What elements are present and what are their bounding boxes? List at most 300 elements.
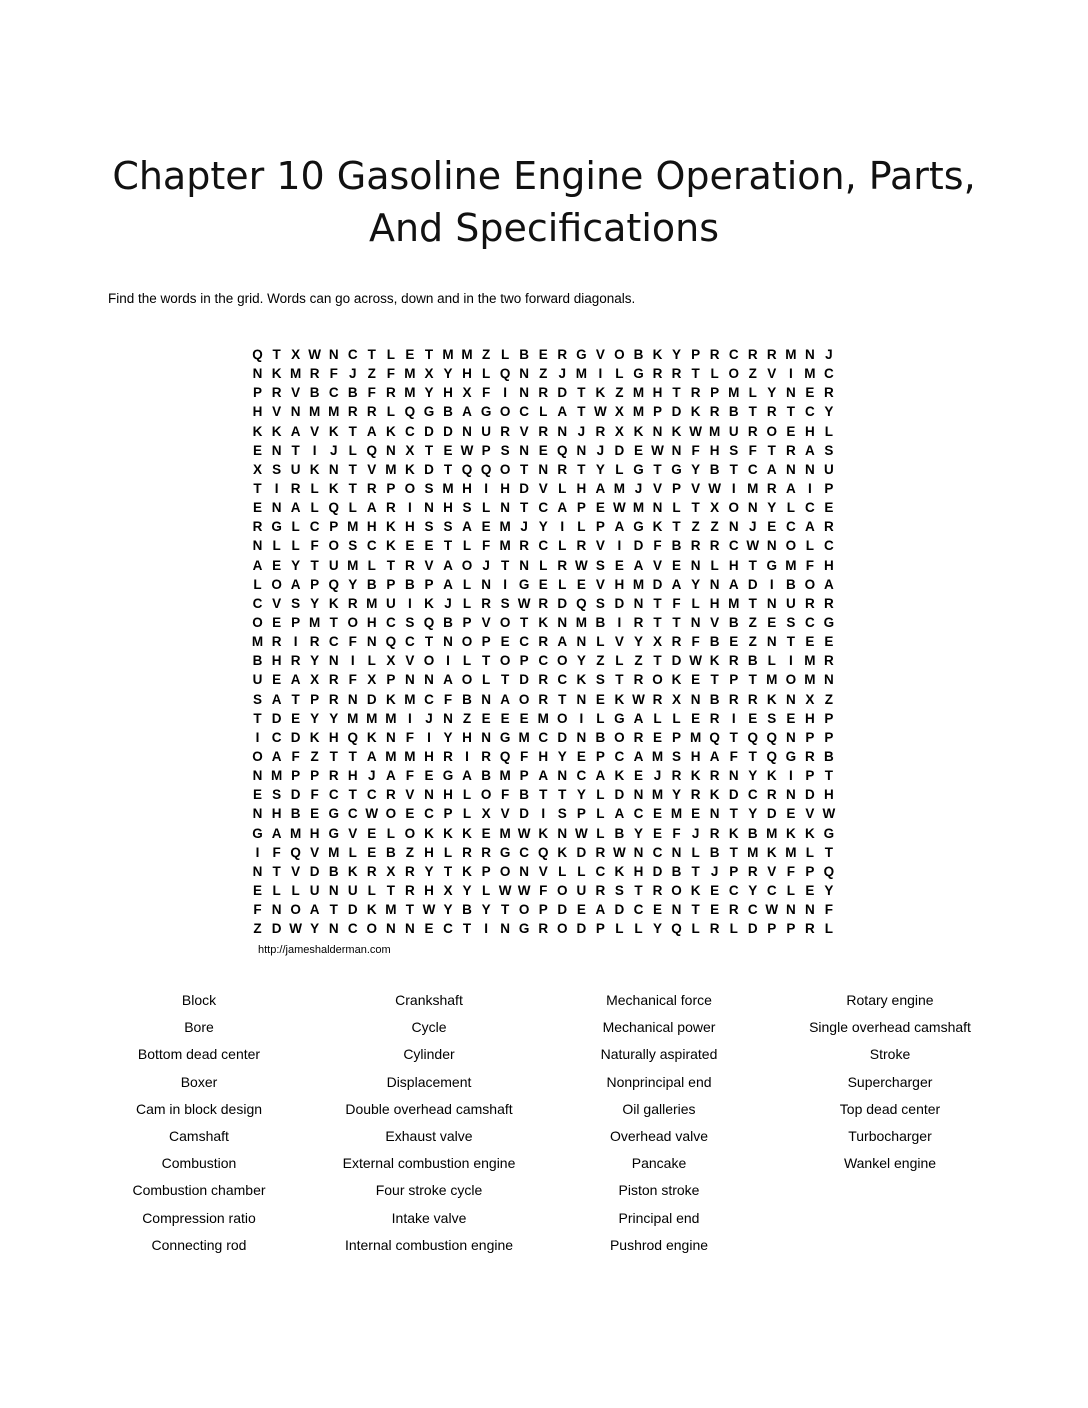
grid-letter: L [462,787,472,803]
grid-letter: K [271,366,282,382]
grid-letter: B [385,844,396,860]
grid-letter: T [272,347,281,362]
grid-letter: T [520,461,529,477]
grid-letter: T [558,787,567,803]
grid-letter: H [366,614,377,630]
grid-letter: D [671,404,682,420]
grid-letter: Q [671,921,682,937]
grid-letter: E [367,825,377,841]
grid-letter: R [709,825,720,841]
grid-letter: V [348,825,358,841]
grid-letter: C [728,538,739,554]
grid-letter: E [253,500,263,516]
grid-letter: G [328,825,339,841]
grid-letter: P [691,347,701,362]
grid-letter: Q [766,748,778,764]
grid-letter: M [404,748,416,764]
grid-letter: M [575,366,587,382]
grid-letter: V [291,863,301,879]
grid-letter: D [290,729,301,745]
grid-letter: H [728,557,739,573]
grid-letter: N [557,768,568,784]
grid-letter: S [595,595,605,611]
grid-letter: C [824,538,834,554]
grid-letter: A [557,404,568,420]
grid-letter: K [785,825,796,841]
grid-letter: F [367,385,376,401]
grid-letter: Y [576,653,586,669]
grid-letter: R [405,863,415,879]
grid-letter: M [328,404,340,420]
grid-letter: K [385,538,396,554]
grid-letter: N [481,691,491,707]
grid-letter: S [348,538,358,554]
grid-letter: S [253,691,263,707]
grid-letter: V [691,480,701,496]
grid-letter: D [347,902,358,918]
grid-letter: R [728,691,739,707]
grid-letter: O [499,653,511,669]
grid-letter: M [747,480,759,496]
grid-letter: K [709,653,720,669]
title-line-1: Chapter 10 Gasoline Engine Operation, Parts, [112,154,976,198]
grid-letter: T [424,442,434,458]
grid-letter: Z [710,519,719,535]
grid-letter: Y [653,921,663,937]
grid-letter: G [271,519,282,535]
grid-letter: R [271,634,282,650]
grid-letter: M [251,634,264,650]
grid-letter: O [461,672,473,688]
grid-letter: L [691,921,700,937]
grid-letter: R [633,614,644,630]
grid-letter: K [385,691,396,707]
grid-letter: P [481,634,491,650]
grid-letter: K [328,423,339,439]
grid-letter: M [404,385,416,401]
grid-letter: F [291,748,300,764]
grid-letter: I [465,748,469,764]
grid-letter: E [253,442,263,458]
grid-letter: P [386,576,396,592]
grid-letter: N [328,653,339,669]
grid-letter: X [462,385,472,401]
grid-letter: R [766,787,777,803]
grid-letter: O [347,614,359,630]
grid-letter: N [405,672,415,688]
grid-letter: H [443,385,453,401]
grid-letter: U [385,595,396,611]
grid-letter: T [748,557,757,573]
grid-letter: C [595,863,606,879]
grid-letter: T [329,748,338,764]
grid-letter: R [481,595,491,611]
grid-letter: D [747,576,758,592]
grid-letter: S [272,461,282,477]
grid-letter: C [538,729,549,745]
grid-letter: T [424,634,434,650]
grid-letter: K [309,461,320,477]
grid-letter: Y [424,863,434,879]
grid-letter: R [443,748,453,764]
grid-letter: R [671,768,682,784]
grid-letter: P [805,729,815,745]
word-list-item: Exhaust valve [385,1127,473,1144]
grid-letter: T [748,404,757,420]
grid-letter: N [785,385,796,401]
grid-letter: D [671,653,682,669]
grid-letter: P [824,729,834,745]
grid-letter: Q [290,844,301,860]
grid-letter: T [348,423,357,439]
grid-letter: T [653,614,662,630]
grid-letter: M [537,710,549,726]
grid-letter: D [309,863,320,879]
grid-letter: O [557,653,568,669]
grid-letter: R [824,385,834,401]
grid-letter: R [328,672,339,688]
grid-letter: L [462,806,472,822]
grid-letter: O [499,614,511,630]
grid-letter: K [576,672,587,688]
grid-letter: D [519,806,530,822]
grid-letter: T [253,710,262,726]
grid-letter: N [424,787,434,803]
grid-letter: L [596,825,605,841]
grid-letter: T [348,480,357,496]
grid-letter: O [614,347,625,362]
grid-letter: T [748,672,757,688]
grid-letter: C [824,366,834,382]
grid-letter: E [310,806,320,822]
grid-letter: Q [823,863,835,879]
grid-letter: N [385,729,396,745]
grid-letter: E [481,519,491,535]
grid-letter: B [519,787,530,803]
grid-letter: M [651,787,664,803]
grid-letter: R [290,480,301,496]
grid-letter: R [595,423,606,439]
grid-letter: L [615,653,624,669]
grid-letter: M [309,614,321,630]
word-list-item: Principal end [618,1209,700,1226]
grid-letter: T [501,557,510,573]
grid-letter: H [424,882,434,898]
grid-letter: M [785,347,797,362]
grid-letter: I [484,480,488,496]
grid-letter: R [671,366,682,382]
grid-letter: M [499,825,511,841]
grid-letter: M [385,748,397,764]
grid-letter: Q [461,461,473,477]
grid-letter: E [272,672,282,688]
grid-letter: W [498,882,512,898]
grid-letter: V [767,366,777,382]
grid-letter: T [577,385,586,401]
grid-letter: H [271,653,282,669]
grid-letter: L [462,595,472,611]
grid-letter: B [290,806,301,822]
grid-letter: R [633,672,644,688]
grid-letter: Q [328,576,339,592]
grid-letter: T [710,672,719,688]
grid-letter: M [632,404,645,420]
grid-letter: P [291,614,301,630]
grid-letter: H [805,710,815,726]
grid-letter: N [766,634,777,650]
grid-letter: G [518,921,530,937]
grid-letter: M [613,480,626,496]
grid-letter: N [252,366,263,382]
grid-letter: U [728,423,739,439]
grid-letter: U [576,882,587,898]
grid-letter: C [271,729,282,745]
grid-letter: Y [462,882,472,898]
grid-letter: U [824,461,834,477]
grid-letter: N [557,614,568,630]
grid-letter: A [366,748,377,764]
grid-letter: H [347,768,358,784]
grid-letter: T [443,538,453,554]
grid-letter: Y [557,748,567,764]
grid-letter: T [501,902,510,918]
grid-letter: C [766,882,777,898]
grid-letter: O [404,825,416,841]
grid-letter: O [385,806,397,822]
grid-letter: F [653,538,662,554]
grid-letter: O [499,404,511,420]
grid-letter: J [558,366,567,382]
grid-letter: M [461,347,473,362]
grid-letter: P [310,768,320,784]
grid-letter: F [691,634,700,650]
grid-letter: I [560,519,565,535]
grid-letter: L [253,576,262,592]
grid-letter: E [653,729,663,745]
word-list-item: Top dead center [839,1100,941,1117]
grid-letter: N [385,442,396,458]
grid-letter: K [538,825,549,841]
grid-letter: O [766,423,778,439]
grid-letter: R [747,863,758,879]
grid-letter: F [253,902,262,918]
grid-letter: R [709,404,720,420]
grid-letter: R [595,844,606,860]
grid-letter: K [690,404,701,420]
grid-letter: B [481,768,491,784]
grid-letter: C [347,347,358,362]
grid-letter: E [424,921,434,937]
grid-letter: P [538,902,548,918]
grid-letter: V [805,806,815,822]
grid-letter: F [329,366,338,382]
grid-letter: A [252,557,263,573]
grid-letter: N [576,442,587,458]
grid-letter: D [557,902,568,918]
grid-letter: L [539,404,548,420]
grid-letter: E [253,787,263,803]
grid-letter: M [385,461,397,477]
grid-letter: H [462,480,472,496]
grid-letter: V [710,614,720,630]
grid-letter: C [747,902,758,918]
grid-letter: J [368,768,376,784]
word-list-item: Mechanical power [602,1019,716,1036]
grid-letter: M [804,672,816,688]
grid-letter: I [312,442,317,458]
word-list-item: Internal combustion engine [344,1236,514,1253]
grid-letter: O [480,787,492,803]
grid-letter: T [424,347,434,362]
grid-letter: A [785,480,796,496]
word-list-item: Pancake [631,1155,687,1172]
grid-letter: P [386,672,396,688]
grid-letter: Y [824,404,834,420]
grid-letter: B [462,902,472,918]
grid-letter: N [785,787,796,803]
grid-letter: T [577,404,586,420]
grid-letter: E [691,672,701,688]
grid-letter: F [672,595,681,611]
grid-letter: N [405,921,415,937]
grid-letter: R [538,595,549,611]
grid-letter: T [443,863,453,879]
grid-letter: V [614,634,624,650]
grid-letter: I [579,710,584,726]
grid-letter: E [272,557,282,573]
grid-letter: X [291,347,301,362]
word-list-item: Cylinder [403,1046,455,1063]
grid-letter: L [272,882,281,898]
grid-letter: K [652,347,663,362]
grid-letter: R [709,710,720,726]
grid-letter: A [443,576,453,592]
grid-letter: L [596,806,605,822]
grid-letter: G [633,461,644,477]
grid-letter: J [520,519,528,535]
grid-letter: N [328,461,339,477]
grid-letter: T [348,748,357,764]
grid-letter: P [824,480,834,496]
grid-letter: R [271,385,282,401]
grid-letter: C [519,404,530,420]
grid-letter: I [350,653,355,669]
grid-letter: L [596,787,605,803]
grid-letter: R [347,404,358,420]
grid-letter: Q [423,614,435,630]
grid-letter: U [481,423,491,439]
grid-letter: A [462,404,472,420]
grid-letter: S [500,595,510,611]
grid-letter: L [481,672,491,688]
grid-letter: P [481,442,491,458]
grid-letter: T [539,787,548,803]
grid-letter: A [824,576,834,592]
grid-letter: M [289,825,302,841]
grid-letter: S [595,557,605,573]
instructions: Find the words in the grid. Words can go across, down and in the two forward diagonals. [108,291,636,306]
grid-letter: U [309,882,320,898]
grid-letter: R [290,653,301,669]
grid-letter: W [746,538,760,554]
word-list-column-4 [775,990,1005,1180]
grid-letter: Y [310,921,320,937]
grid-letter: K [271,423,282,439]
grid-letter: P [481,863,491,879]
grid-letter: R [500,423,510,439]
grid-letter: N [785,902,796,918]
grid-letter: Z [405,844,415,860]
grid-letter: N [576,691,587,707]
grid-letter: C [366,787,377,803]
grid-letter: Y [748,806,758,822]
grid-letter: T [520,500,529,516]
grid-letter: J [349,366,357,382]
grid-letter: T [615,672,624,688]
grid-letter: I [408,710,412,726]
grid-letter: A [557,500,568,516]
grid-letter: K [443,825,453,841]
grid-letter: A [805,519,815,535]
grid-letter: K [252,423,263,439]
grid-letter: C [405,423,415,439]
grid-letter: B [728,404,739,420]
grid-letter: T [653,653,662,669]
grid-letter: T [634,882,643,898]
grid-letter: N [709,576,720,592]
grid-letter: X [253,461,263,477]
grid-letter: C [366,538,377,554]
grid-letter: V [291,385,301,401]
grid-letter: K [595,385,606,401]
grid-letter: T [253,480,262,496]
grid-letter: Y [691,576,701,592]
grid-letter: K [347,863,358,879]
grid-letter: Y [672,787,682,803]
grid-letter: H [271,806,282,822]
grid-letter: I [731,710,736,726]
grid-letter: N [633,595,644,611]
grid-letter: V [481,614,491,630]
grid-letter: D [424,423,434,439]
grid-letter: K [728,825,739,841]
grid-letter: R [328,691,339,707]
grid-letter: O [423,653,435,669]
grid-letter: N [519,385,530,401]
grid-letter: R [728,902,739,918]
grid-letter: R [557,557,568,573]
grid-letter: T [481,653,491,669]
grid-letter: Q [499,366,511,382]
grid-letter: I [408,595,412,611]
grid-letter: N [424,672,434,688]
grid-letter: N [557,825,568,841]
grid-letter: S [272,787,282,803]
grid-letter: A [290,500,301,516]
grid-letter: E [481,825,491,841]
grid-letter: L [310,480,319,496]
grid-letter: R [709,347,720,362]
grid-letter: O [290,902,301,918]
grid-letter: N [519,557,530,573]
grid-letter: L [596,710,605,726]
grid-letter: B [443,404,453,420]
grid-letter: L [615,921,624,937]
grid-letter: X [614,404,624,420]
grid-letter: N [805,461,815,477]
grid-letter: P [329,519,339,535]
grid-letter: J [596,442,605,458]
